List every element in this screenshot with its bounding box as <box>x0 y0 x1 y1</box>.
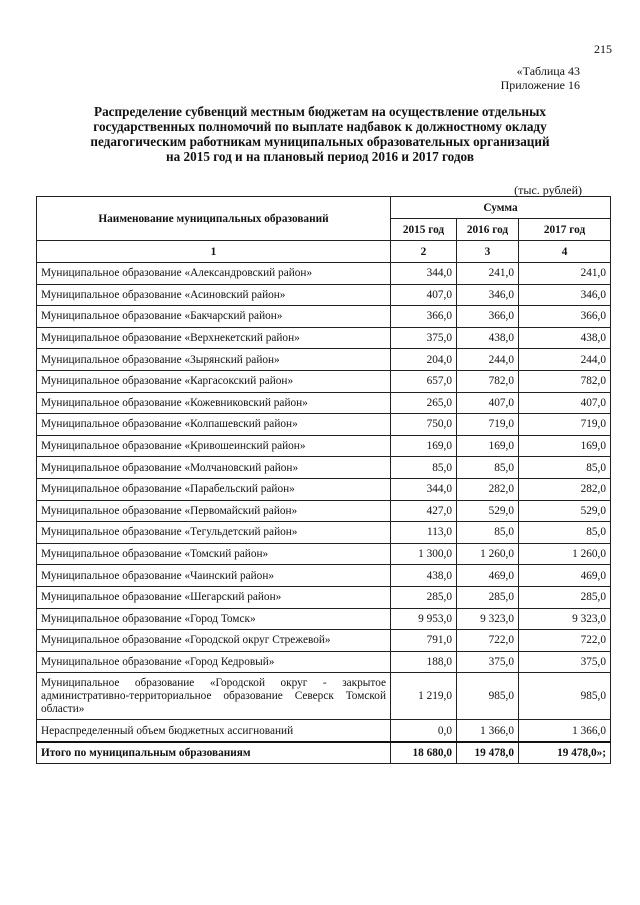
unit-label: (тыс. рублей) <box>514 183 582 197</box>
total-2017: 19 478,0»; <box>519 742 611 764</box>
municipality-name: Нераспределенный объем бюджетных ассигнований <box>37 720 391 742</box>
value-2015: 265,0 <box>391 392 457 414</box>
value-2015: 344,0 <box>391 263 457 285</box>
value-2016: 469,0 <box>457 565 519 587</box>
value-2016: 529,0 <box>457 500 519 522</box>
table-row <box>37 522 611 544</box>
table-row <box>37 435 611 457</box>
value-2017: 366,0 <box>519 306 611 328</box>
value-2015: 1 219,0 <box>391 673 457 720</box>
table-reference: «Таблица 43 <box>516 64 580 78</box>
value-2017: 282,0 <box>519 478 611 500</box>
table-row <box>37 349 611 371</box>
municipality-name: Муниципальное образование «Верхнекетский район» <box>37 327 391 349</box>
value-2016: 1 260,0 <box>457 543 519 565</box>
municipality-name: Муниципальное образование «Кожевниковский район» <box>37 392 391 414</box>
value-2016: 241,0 <box>457 263 519 285</box>
value-2017: 782,0 <box>519 370 611 392</box>
value-2017: 719,0 <box>519 414 611 436</box>
header-year: 2017 год <box>519 219 611 241</box>
budget-table <box>36 196 611 764</box>
value-2017: 346,0 <box>519 284 611 306</box>
value-2016: 346,0 <box>457 284 519 306</box>
value-2015: 791,0 <box>391 630 457 652</box>
value-2017: 241,0 <box>519 263 611 285</box>
municipality-name: Муниципальное образование «Городской округ - закрытое административно-территориальное образование Северск Томской области» <box>37 673 391 720</box>
municipality-name: Муниципальное образование «Шегарский район» <box>37 586 391 608</box>
municipality-name: Муниципальное образование «Кривошеинский район» <box>37 435 391 457</box>
value-2017: 285,0 <box>519 586 611 608</box>
title-line: Распределение субвенций местным бюджетам на осуществление отдельных <box>94 104 546 119</box>
title-line: педагогическим работникам муниципальных образовательных организаций <box>90 134 550 149</box>
table-row <box>37 630 611 652</box>
table-row <box>37 586 611 608</box>
table-row <box>37 284 611 306</box>
municipality-name: Муниципальное образование «Город Томск» <box>37 608 391 630</box>
value-2017: 407,0 <box>519 392 611 414</box>
table-row <box>37 327 611 349</box>
municipality-name: Муниципальное образование «Томский район» <box>37 543 391 565</box>
value-2016: 407,0 <box>457 392 519 414</box>
municipality-name: Муниципальное образование «Чаинский район» <box>37 565 391 587</box>
municipality-name: Муниципальное образование «Зырянский район» <box>37 349 391 371</box>
value-2016: 366,0 <box>457 306 519 328</box>
column-number: 4 <box>519 241 611 263</box>
value-2017: 438,0 <box>519 327 611 349</box>
value-2016: 722,0 <box>457 630 519 652</box>
value-2015: 366,0 <box>391 306 457 328</box>
header-name: Наименование муниципальных образований <box>37 197 391 241</box>
value-2015: 0,0 <box>391 720 457 742</box>
municipality-name: Муниципальное образование «Тегульдетский район» <box>37 522 391 544</box>
value-2015: 344,0 <box>391 478 457 500</box>
value-2015: 407,0 <box>391 284 457 306</box>
municipality-name: Муниципальное образование «Городской округ Стрежевой» <box>37 630 391 652</box>
value-2017: 244,0 <box>519 349 611 371</box>
municipality-name: Муниципальное образование «Город Кедровый» <box>37 651 391 673</box>
municipality-name: Муниципальное образование «Парабельский район» <box>37 478 391 500</box>
header-year: 2015 год <box>391 219 457 241</box>
value-2016: 85,0 <box>457 522 519 544</box>
page-number: 215 <box>594 42 612 56</box>
header-sum: Сумма <box>391 197 611 219</box>
value-2016: 85,0 <box>457 457 519 479</box>
value-2015: 1 300,0 <box>391 543 457 565</box>
value-2017: 375,0 <box>519 651 611 673</box>
value-2017: 469,0 <box>519 565 611 587</box>
value-2017: 722,0 <box>519 630 611 652</box>
total-label: Итого по муниципальным образованиям <box>37 742 391 764</box>
table-row <box>37 720 611 742</box>
value-2017: 985,0 <box>519 673 611 720</box>
value-2016: 285,0 <box>457 586 519 608</box>
value-2017: 85,0 <box>519 522 611 544</box>
value-2016: 1 366,0 <box>457 720 519 742</box>
value-2016: 719,0 <box>457 414 519 436</box>
table-body <box>37 263 611 764</box>
table-row <box>37 478 611 500</box>
column-number: 3 <box>457 241 519 263</box>
appendix-reference <box>501 64 580 92</box>
title-line: на 2015 год и на плановый период 2016 и 2017 годов <box>166 149 474 164</box>
table-row <box>37 673 611 720</box>
column-number: 2 <box>391 241 457 263</box>
total-2016: 19 478,0 <box>457 742 519 764</box>
municipality-name: Муниципальное образование «Молчановский район» <box>37 457 391 479</box>
table-row <box>37 543 611 565</box>
value-2015: 750,0 <box>391 414 457 436</box>
value-2015: 375,0 <box>391 327 457 349</box>
document-title <box>40 104 600 164</box>
table-row <box>37 651 611 673</box>
value-2017: 529,0 <box>519 500 611 522</box>
value-2015: 85,0 <box>391 457 457 479</box>
total-row <box>37 742 611 764</box>
value-2017: 169,0 <box>519 435 611 457</box>
municipality-name: Муниципальное образование «Каргасокский район» <box>37 370 391 392</box>
column-number: 1 <box>37 241 391 263</box>
municipality-name: Муниципальное образование «Бакчарский район» <box>37 306 391 328</box>
value-2015: 438,0 <box>391 565 457 587</box>
value-2017: 1 366,0 <box>519 720 611 742</box>
appendix-number: Приложение 16 <box>500 78 580 92</box>
municipality-name: Муниципальное образование «Колпашевский район» <box>37 414 391 436</box>
value-2016: 782,0 <box>457 370 519 392</box>
value-2015: 285,0 <box>391 586 457 608</box>
value-2016: 438,0 <box>457 327 519 349</box>
table-row <box>37 306 611 328</box>
table-row <box>37 392 611 414</box>
value-2015: 427,0 <box>391 500 457 522</box>
municipality-name: Муниципальное образование «Асиновский район» <box>37 284 391 306</box>
municipality-name: Муниципальное образование «Александровский район» <box>37 263 391 285</box>
value-2015: 204,0 <box>391 349 457 371</box>
value-2016: 985,0 <box>457 673 519 720</box>
value-2015: 188,0 <box>391 651 457 673</box>
value-2016: 244,0 <box>457 349 519 371</box>
title-line: государственных полномочий по выплате надбавок к должностному окладу <box>93 119 547 134</box>
value-2015: 113,0 <box>391 522 457 544</box>
value-2017: 9 323,0 <box>519 608 611 630</box>
value-2017: 1 260,0 <box>519 543 611 565</box>
table-row <box>37 414 611 436</box>
table-row <box>37 565 611 587</box>
value-2015: 169,0 <box>391 435 457 457</box>
table-row <box>37 608 611 630</box>
value-2015: 9 953,0 <box>391 608 457 630</box>
value-2016: 375,0 <box>457 651 519 673</box>
value-2016: 282,0 <box>457 478 519 500</box>
value-2015: 657,0 <box>391 370 457 392</box>
table-row <box>37 370 611 392</box>
total-2015: 18 680,0 <box>391 742 457 764</box>
table-row <box>37 500 611 522</box>
value-2017: 85,0 <box>519 457 611 479</box>
table-row <box>37 457 611 479</box>
municipality-name: Муниципальное образование «Первомайский район» <box>37 500 391 522</box>
table-row <box>37 263 611 285</box>
header-year: 2016 год <box>457 219 519 241</box>
value-2016: 169,0 <box>457 435 519 457</box>
value-2016: 9 323,0 <box>457 608 519 630</box>
